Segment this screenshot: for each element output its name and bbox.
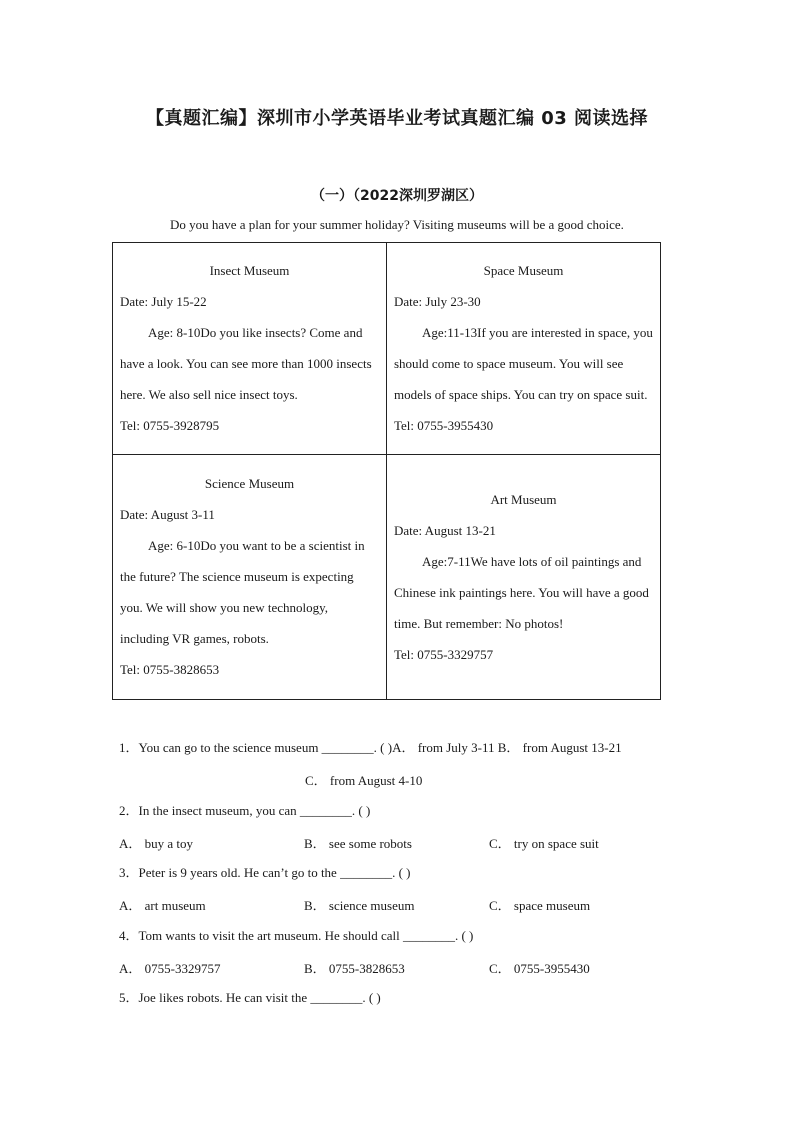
museum-tel: Tel: 0755-3329757 — [394, 646, 494, 662]
page-title: 【真题汇编】深圳市小学英语毕业考试真题汇编 03 阅读选择 — [145, 108, 649, 129]
question-3: 3．Peter is 9 years old. He can’t go to the ________. ( ) — [119, 865, 411, 880]
museum-name: Art Museum — [490, 491, 557, 507]
question-2-option-c: C． try on space suit — [489, 836, 599, 851]
question-4: 4．Tom wants to visit the art museum. He should call ________. ( ) — [119, 928, 474, 943]
question-5: 5．Joe likes robots. He can visit the ________. ( ) — [119, 990, 381, 1005]
question-2-option-a: A． buy a toy — [119, 836, 194, 851]
museum-table — [112, 242, 661, 700]
question-3-option-a: A． art museum — [119, 898, 206, 913]
section-heading: （一）（2022深圳罗湖区） — [311, 188, 483, 204]
museum-name: Insect Museum — [209, 263, 290, 279]
question-3-option-b: B． science museum — [304, 898, 415, 913]
museum-cell-insect — [113, 243, 387, 455]
museum-date: Date: August 13-21 — [394, 522, 496, 538]
museum-date: Date: July 15-22 — [120, 294, 207, 310]
museum-description: Age: 6-10Do you want to be a scientist in the future? The science museum is expecting you. We will show you new technology, including VR games, robots. — [120, 538, 365, 647]
museum-cell-science — [113, 454, 387, 699]
question-3-option-c: C． space museum — [489, 898, 591, 913]
question-1-option-c: C． from August 4-10 — [305, 773, 423, 788]
question-2-option-b: B． see some robots — [304, 836, 412, 851]
museum-cell-space — [387, 243, 661, 455]
question-4-option-b: B． 0755-3828653 — [304, 961, 405, 976]
museum-description: Age: 8-10Do you like insects? Come and have a look. You can see more than 1000 insects here. We also sell nice insect toys. — [120, 325, 372, 403]
table-row — [113, 243, 661, 455]
museum-tel: Tel: 0755-3928795 — [120, 418, 220, 434]
question-4-option-c: C． 0755-3955430 — [489, 961, 590, 976]
museum-cell-art — [387, 454, 661, 699]
museum-date: Date: July 23-30 — [394, 294, 481, 310]
museum-date: Date: August 3-11 — [120, 507, 215, 523]
table-row — [113, 454, 661, 699]
question-1: 1．You can go to the science museum ________. ( )A． from July 3-11 B． from August 13-21 — [119, 740, 622, 755]
museum-description: Age:11-13If you are interested in space, you should come to space museum. You will see models of space ships. You can try on space suit. — [394, 325, 653, 403]
museum-tel: Tel: 0755-3828653 — [120, 662, 220, 678]
museum-tel: Tel: 0755-3955430 — [394, 418, 494, 434]
question-4-option-a: A． 0755-3329757 — [119, 961, 221, 976]
question-2: 2．In the insect museum, you can ________. ( ) — [119, 803, 371, 818]
intro-text: Do you have a plan for your summer holiday? Visiting museums will be a good choice. — [170, 217, 624, 232]
museum-name: Space Museum — [483, 263, 564, 279]
museum-name: Science Museum — [204, 476, 295, 492]
museum-description: Age:7-11We have lots of oil paintings and Chinese ink paintings here. You will have a good time. But remember: No photos! — [394, 553, 649, 631]
